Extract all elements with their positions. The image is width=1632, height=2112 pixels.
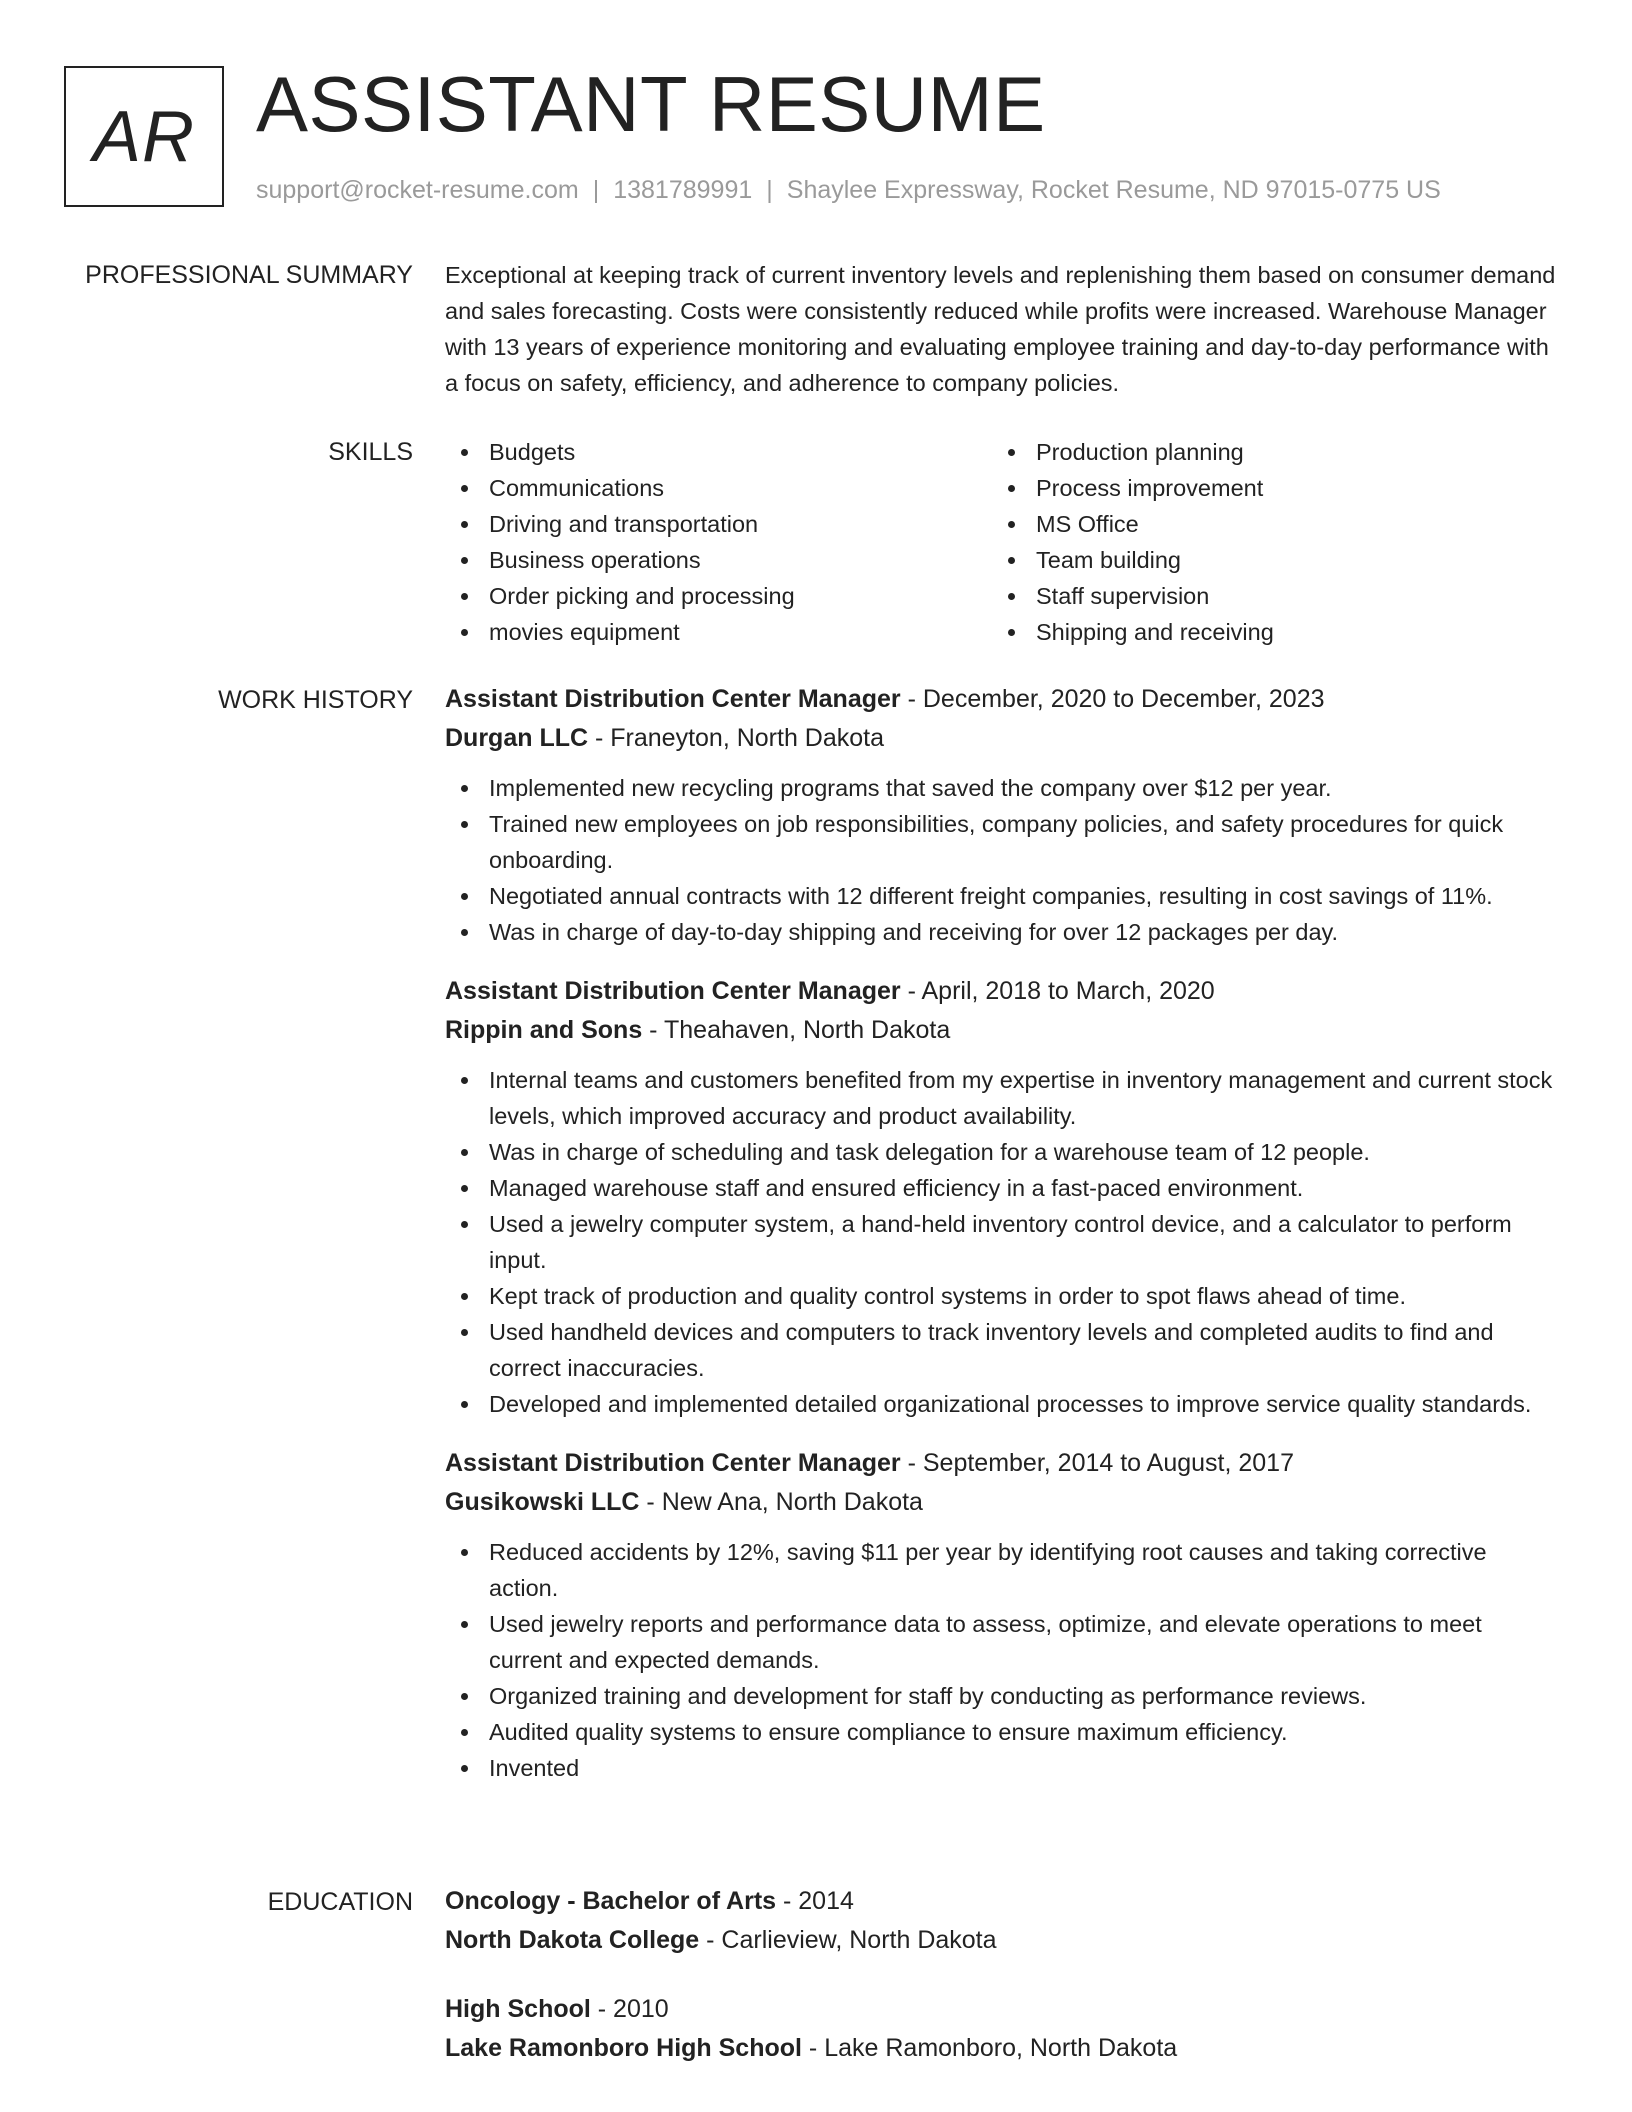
job-title-line — [445, 680, 1560, 719]
education-school-line — [445, 1921, 1560, 1960]
job-bullet: Used a jewelry computer system, a hand-held inventory control device, and a calculator to perform input. — [445, 1206, 1560, 1278]
skill-item: Communications — [445, 470, 992, 506]
job-title: Assistant Distribution Center Manager — [445, 1449, 901, 1477]
job-bullet: Used handheld devices and computers to track inventory levels and completed audits to find and correct inaccuracies. — [445, 1314, 1560, 1386]
education-location: Lake Ramonboro, North Dakota — [824, 2034, 1178, 2062]
job-bullet: Developed and implemented detailed organizational processes to improve service quality standards. — [445, 1386, 1560, 1422]
job-company-line — [445, 1483, 1560, 1522]
work-history-body — [445, 680, 1560, 1786]
job-entry — [445, 1444, 1560, 1786]
education-year: 2010 — [613, 1995, 669, 2023]
dash: - — [590, 1995, 614, 2023]
education-year: 2014 — [798, 1887, 854, 1915]
job-location: Franeyton, North Dakota — [610, 724, 885, 752]
dash: - — [900, 1449, 923, 1477]
job-bullet: Kept track of production and quality control systems in order to spot flaws ahead of time. — [445, 1278, 1560, 1314]
education-label: EDUCATION — [267, 1888, 413, 1916]
skill-item: Process improvement — [992, 470, 1539, 506]
job-title-line — [445, 972, 1560, 1011]
skill-item: Budgets — [445, 434, 992, 470]
skills-list-right — [992, 434, 1539, 650]
skill-item: Production planning — [992, 434, 1539, 470]
job-title: Assistant Distribution Center Manager — [445, 977, 901, 1005]
skill-item: MS Office — [992, 506, 1539, 542]
skill-item: movies equipment — [445, 614, 992, 650]
dash: - — [699, 1926, 722, 1954]
job-bullets — [445, 770, 1560, 950]
job-dates: April, 2018 to March, 2020 — [921, 977, 1215, 1005]
job-location: Theahaven, North Dakota — [663, 1016, 951, 1044]
education-entry — [445, 1990, 1560, 2068]
skills-label: SKILLS — [328, 438, 413, 466]
job-company: Rippin and Sons — [445, 1016, 643, 1044]
dash: - — [900, 977, 922, 1005]
job-company: Gusikowski LLC — [445, 1488, 640, 1516]
job-dates: December, 2020 to December, 2023 — [922, 685, 1325, 713]
skill-item: Order picking and processing — [445, 578, 992, 614]
job-bullet: Was in charge of scheduling and task delegation for a warehouse team of 12 people. — [445, 1134, 1560, 1170]
job-title-line — [445, 1444, 1560, 1483]
job-dates: September, 2014 to August, 2017 — [922, 1449, 1294, 1477]
education-location: Carlieview, North Dakota — [721, 1926, 997, 1954]
summary-body — [445, 257, 1560, 401]
contact-separator: | — [592, 176, 600, 204]
education-degree: Oncology - Bachelor of Arts — [445, 1887, 777, 1915]
job-bullet: Used jewelry reports and performance data to assess, optimize, and elevate operations to meet current and expected demands. — [445, 1606, 1560, 1678]
job-bullet: Trained new employees on job responsibilities, company policies, and safety procedures for quick onboarding. — [445, 806, 1560, 878]
skill-item: Business operations — [445, 542, 992, 578]
skill-item: Staff supervision — [992, 578, 1539, 614]
job-bullet: Managed warehouse staff and ensured efficiency in a fast-paced environment. — [445, 1170, 1560, 1206]
contact-address: Shaylee Expressway, Rocket Resume, ND 97015-0775 US — [786, 176, 1441, 204]
dash: - — [801, 2034, 825, 2062]
contact-phone: 1381789991 — [613, 176, 753, 204]
job-bullets — [445, 1062, 1560, 1422]
summary-text: Exceptional at keeping track of current inventory levels and replenishing them based on consumer demand and sales forecasting. Costs were consistently reduced while profits were increased. Warehouse Manager with 13 years of experience monitoring and evaluating employee training and day-to-day performance with a focus on safety, efficiency, and adherence to company policies. — [445, 262, 1556, 396]
job-bullet: Reduced accidents by 12%, saving $11 per year by identifying root causes and taking corrective action. — [445, 1534, 1560, 1606]
contact-separator: | — [766, 176, 773, 204]
dash: - — [639, 1488, 662, 1516]
education-school: Lake Ramonboro High School — [445, 2034, 802, 2062]
resume-title: ASSISTANT RESUME — [256, 60, 1046, 148]
job-location: New Ana, North Dakota — [661, 1488, 923, 1516]
job-title: Assistant Distribution Center Manager — [445, 685, 901, 713]
job-company-line — [445, 719, 1560, 758]
job-company: Durgan LLC — [445, 724, 589, 752]
job-bullet: Invented — [445, 1750, 1560, 1786]
skill-item: Team building — [992, 542, 1539, 578]
monogram-box — [64, 66, 224, 207]
job-bullet: Internal teams and customers benefited from my expertise in inventory management and current stock levels, which improved accuracy and product availability. — [445, 1062, 1560, 1134]
contact-line — [256, 174, 1441, 206]
job-bullet: Implemented new recycling programs that saved the company over $12 per year. — [445, 770, 1560, 806]
job-company-line — [445, 1011, 1560, 1050]
job-bullet: Negotiated annual contracts with 12 different freight companies, resulting in cost savings of 11%. — [445, 878, 1560, 914]
job-bullet: Audited quality systems to ensure compliance to ensure maximum efficiency. — [445, 1714, 1560, 1750]
education-degree-line — [445, 1990, 1560, 2029]
education-school: North Dakota College — [445, 1926, 700, 1954]
education-body — [445, 1882, 1560, 2068]
contact-email: support@rocket-resume.com — [256, 176, 579, 204]
skill-item: Driving and transportation — [445, 506, 992, 542]
dash: - — [642, 1016, 664, 1044]
dash: - — [588, 724, 611, 752]
education-school-line — [445, 2029, 1560, 2068]
dash: - — [776, 1887, 799, 1915]
skill-item: Shipping and receiving — [992, 614, 1539, 650]
job-bullets — [445, 1534, 1560, 1786]
dash: - — [900, 685, 923, 713]
skills-list-left — [445, 434, 992, 650]
skills-grid — [445, 434, 1560, 650]
monogram-initials: AR — [92, 96, 196, 177]
education-degree: High School — [445, 1995, 591, 2023]
job-bullet: Was in charge of day-to-day shipping and receiving for over 12 packages per day. — [445, 914, 1560, 950]
job-entry — [445, 972, 1560, 1422]
summary-label: PROFESSIONAL SUMMARY — [85, 261, 413, 289]
job-bullet: Organized training and development for staff by conducting as performance reviews. — [445, 1678, 1560, 1714]
education-entry — [445, 1882, 1560, 1960]
work-history-label: WORK HISTORY — [218, 686, 413, 714]
job-entry — [445, 680, 1560, 950]
education-degree-line — [445, 1882, 1560, 1921]
